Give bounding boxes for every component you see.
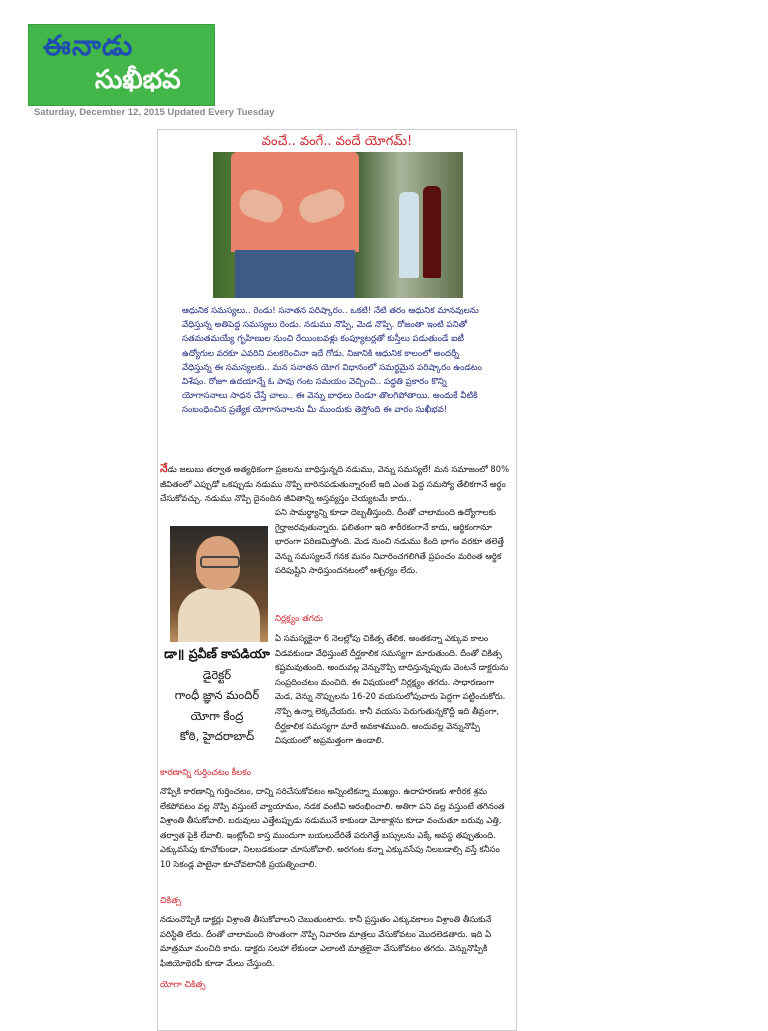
article-intro: ఆధునిక సమస్యలు.. రెండు! సనాతన పరిష్కారం.. ఒకటి! నేటి తరం ఆధునిక మానవులను వేధిస్తున్న అతిపెద్ద సమస్యలు రెండు. నడుము నొప్పి, మెడ నొప్పి. రోజంతా ఇంటి పనితో సతమతమయ్యే గృహిణుల నుంచి రేయింబవళ్లు కంప్యూటర్లతో కుస్తీలు పడుతుండే ఐటీ ఉద్యోగుల వరకూ ఎవరిని పలకరించినా ఇదే గోడు. నిజానికి ఆధునిక కాలంలో అందర్నీ వేధిస్తున్న ఈ సమస్యలకు.. మన సనాతన యోగ విధానంలో సమర్థమైన పరిష్కారం ఉండటం విశేషం. రోజూ ఉదయాన్నే ఓ పావు గంట సమయం వెచ్చించి.. పద్ధతి ప్రకారం కొన్ని యోగాసనాలు సాధన చేస్తే చాలు.. ఈ వెన్ను బాధలు రెండూ తొలగిపోతాయి. అందుకే వీటికి సంబంధించిన ప్రత్యేక యోగాసనాలను మీ ముందుకు తెస్తోంది ఈ వారం సుఖీభవ! xyxy=(182,306,482,416)
paragraph-1-wrap: పని సామర్థ్యాన్ని కూడా దెబ్బతీస్తుంది. దీంతో చాలామంది ఉద్యోగాలకు గైర్హాజరవుతున్నారు. ఫలితంగా ఇది శారీరకంగానే కాదు, ఆర్థికంగానూ భారంగా పరిణమిస్తోంది. మెడ నుంచి నడుము కింది భాగం వరకూ తలెత్తే వెన్ను సమస్యలనే గనక మనం నివారించగలిగితే ప్రపంచం మరింత ఆర్థిక పరిపుష్టిని సాధిస్తుందనటంలో ఆశ్చర్యం లేదు. xyxy=(275,507,504,576)
paragraph-2: ఏ సమస్యకైనా 6 నెలల్లోపు చికిత్స తేలిక. అంతకన్నా ఎక్కువ కాలం విడవకుండా వేధిస్తుంటే దీర్ఘకాలిక సమస్యగా మారుతుంది. దీంతో చికిత్స కష్టమవుతుంది. అందువల్ల వెన్నునొప్పి బాధిస్తున్నప్పుడు వెంటనే డాక్టరును సంప్రదించటం మంచిది. ఈ విషయంలో నిర్లక్ష్యం తగదు. సాధారణంగా మెడ, వెన్ను నొప్పులను 16-20 వయసులోపువారు పెద్దగా పట్టించుకోరు. నొప్పి ఉన్నా లెక్కచేయరు. కానీ వయసు పెరుగుతున్నకొద్దీ ఇది తీవ్రంగా, దీర్ఘకాలిక సమస్యగా మారే అవకాశముంది. అందువల్ల వెన్నునొప్పి విషయంలో అప్రమత్తంగా ఉండాలి. xyxy=(275,633,509,746)
drop-cap: నే xyxy=(160,462,168,475)
dateline: Saturday, December 12, 2015 Updated Every Tuesday xyxy=(34,107,275,118)
doctor-city: కోఠి, హైదరాబాద్ xyxy=(179,729,255,743)
logo-line-1: ఈనాడు xyxy=(43,29,134,62)
paragraph-1-text: డు జలుబు తర్వాత అత్యధికంగా ప్రజలను బాధిస్తున్నది నడుము, వెన్ను సమస్యలే! మన సమాజంలో 80% జీవితంలో ఎప్పుడో ఒకప్పుడు నడుము నొప్పి బారినపడుతున్నారంటే ఇది ఎంత పెద్ద సమస్యో తేలికగానే అర్థం చేసుకోవచ్చు. నడుము నొప్పి దైనందిన జీవితాన్ని అస్తవ్యస్తం చెయ్యటమే కాదు.. xyxy=(160,464,510,504)
doctor-dept: యోగా కేంద్ర xyxy=(190,708,244,723)
subheading-negligence: నిర్లక్ష్యం తగదు xyxy=(275,614,323,624)
subheading-yoga-treatment: యోగా చికిత్స xyxy=(160,980,206,990)
logo-line-2: సుఖీభవ xyxy=(95,65,181,95)
doctor-photo xyxy=(170,526,268,642)
doctor-org: గాంధీ జ్ఞాన మందిర్ xyxy=(174,688,260,702)
eenadu-sukhibhava-logo[interactable] xyxy=(28,24,215,106)
doctor-name: డా॥ ప్రవీణ్ కాపడియా xyxy=(164,646,270,661)
paragraph-3: నొప్పికి కారణాన్ని గుర్తించటం, దాన్ని సరిచేసుకోవటం అన్నింటికన్నా ముఖ్యం. ఉదాహరణకు శారీరక శ్రమ లేకపోవటం వల్ల నొప్పి వస్తుంటే వ్యాయామం, నడక వంటివి ఆరంభించాలి. అతిగా పని వల్ల వస్తుంటే తగినంత విశ్రాంతి తీసుకోవాలి. బరువులు ఎత్తేటప్పుడు నడుమునే కాకుండా మోకాళ్లను కూడా వంచుతూ బరువు ఎత్తి, తర్వాత పైకి లేవాలి. ఇంట్లోంచి కాస్త ముందుగా బయలుదేరితే పరుగెత్తే బస్సులను ఎక్కే అవస్థ తప్పుతుంది. ఎక్కువసేపు కూచోకుండా, నిలబడకుండా చూసుకోవాలి. అరగంట కన్నా ఎక్కువసేపు నిలబడాల్సి వస్తే కనీసం 10 సెకండ్ల పాటైనా కూచోవటానికి ప్రయత్నించాలి. xyxy=(160,786,505,869)
hero-image-back-pain xyxy=(213,152,463,298)
subheading-treatment: చికిత్స xyxy=(160,896,182,906)
article xyxy=(157,129,517,1031)
doctor-caption xyxy=(160,644,274,747)
paragraph-1 xyxy=(160,462,512,506)
article-title: వంచే.. వంగే.. వందే యోగమ్! xyxy=(261,134,413,149)
doctor-role: డైరెక్టర్ xyxy=(202,667,232,682)
subheading-cause: కారణాన్ని గుర్తించటం కీలకం xyxy=(160,768,252,778)
paragraph-4: నడుంనొప్పికి డాక్టర్లు విశ్రాంతి తీసుకోవాలని చెబుతుంటారు. కానీ ప్రస్తుతం ఎక్కువకాలం విశ్రాంతి తీసుకునే పరిస్థితి లేదు. దీంతో చాలామంది సొంతంగా నొప్పి నివారణ మాత్రలు వేసుకోవటం మొదలెడతారు. ఇది ఏ మాత్రమూ మంచిది కాదు. డాక్టరు సలహా లేకుండా ఎలాంటి మాత్రలైనా వేసుకోవటం తగదు. వెన్నునొప్పికి ఫిజియోథెరపీ కూడా మేలు చేస్తుంది. xyxy=(160,914,492,968)
